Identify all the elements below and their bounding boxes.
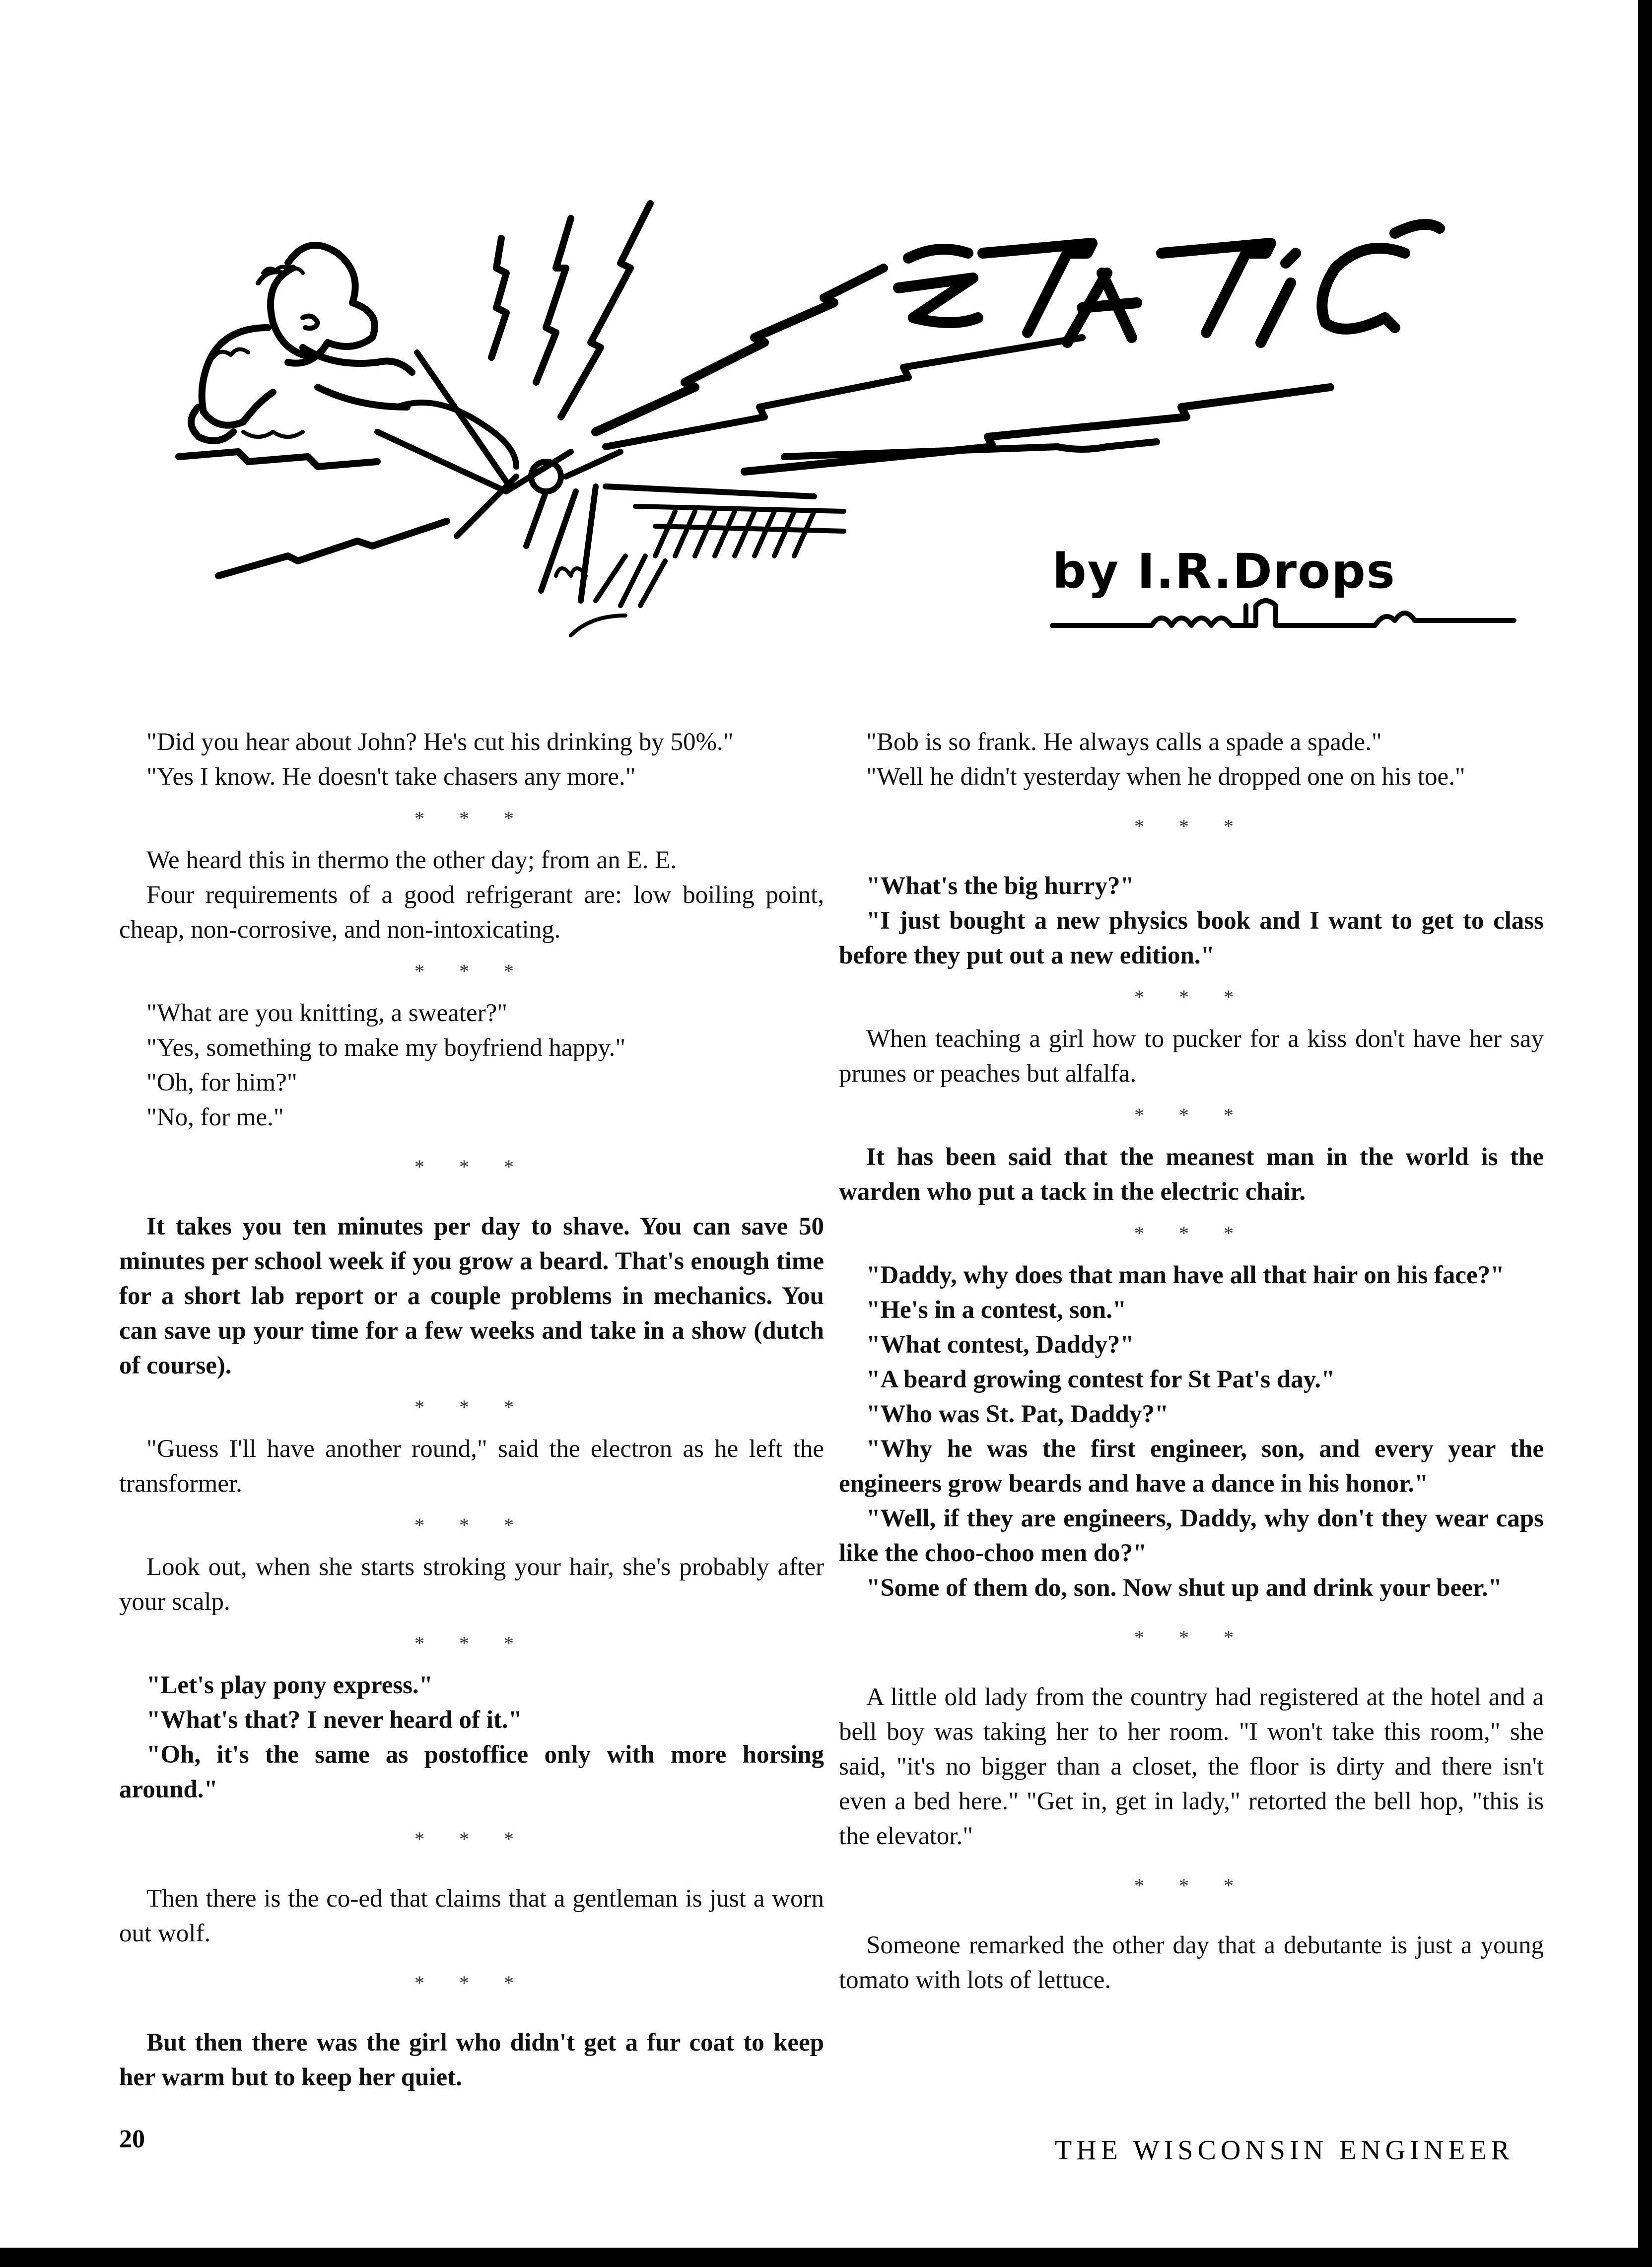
joke-block	[839, 1680, 1544, 1854]
joke-line: "Why he was the first engineer, son, and every year the engineers grow beards and have a dance in his honor."	[839, 1435, 1544, 1498]
joke-block	[119, 996, 824, 1135]
joke-line: "What's the big hurry?"	[866, 872, 1134, 900]
joke-line: "Well he didn't yesterday when he dropped one on his toe."	[866, 763, 1465, 791]
page-number: 20	[119, 2125, 145, 2153]
joke-line: But then there was the girl who didn't get a fur coat to keep her warm but to keep her quiet.	[119, 2029, 824, 2091]
joke-line: It has been said that the meanest man in the world is the warden who put a tack in the electric chair.	[839, 1143, 1544, 1206]
joke-line: "I just bought a new physics book and I want to get to class before they put out a new edition."	[839, 907, 1544, 969]
joke-line: "No, for me."	[146, 1103, 284, 1131]
joke-line: "Who was St. Pat, Daddy?"	[866, 1400, 1169, 1428]
joke-line: Look out, when she starts stroking your hair, she's probably after your scalp.	[119, 1553, 824, 1616]
joke-block	[119, 2025, 824, 2095]
section-separator: * * *	[414, 807, 529, 829]
section-separator: * * *	[1134, 1626, 1248, 1649]
joke-line: "Well, if they are engineers, Daddy, why don't they wear caps like the choo-choo men do?"	[839, 1505, 1544, 1567]
joke-line: "What contest, Daddy?"	[866, 1331, 1134, 1359]
section-separator: * * *	[414, 1972, 529, 1994]
left-column	[119, 725, 824, 2095]
joke-block	[119, 843, 824, 947]
publication-name: THE WISCONSIN ENGINEER	[1055, 2135, 1514, 2166]
joke-line: "What's that? I never heard of it."	[146, 1706, 522, 1734]
joke-line: Someone remarked the other day that a debutante is just a young tomato with lots of lettuce.	[839, 1931, 1544, 1994]
section-separator: * * *	[414, 960, 529, 982]
section-separator: * * *	[414, 1396, 529, 1418]
static-header-illustration	[139, 199, 1579, 695]
joke-line: "Did you hear about John? He's cut his drinking by 50%."	[146, 728, 734, 756]
joke-line: "Daddy, why does that man have all that hair on his face?"	[866, 1261, 1505, 1289]
ground-zigzag-lines	[179, 452, 447, 576]
section-separator: * * *	[1134, 1104, 1248, 1126]
joke-block	[839, 1140, 1544, 1209]
right-column	[839, 725, 1544, 1997]
joke-block	[119, 1550, 824, 1619]
joke-line: We heard this in thermo the other day; from an E. E.	[146, 846, 677, 874]
switch-lever-drawing	[377, 352, 814, 601]
joke-line: "Yes I know. He doesn't take chasers any more."	[146, 763, 636, 791]
joke-line: "Guess I'll have another round," said the electron as he left the transformer.	[119, 1435, 824, 1498]
section-separator: * * *	[1134, 815, 1248, 837]
joke-line: "Bob is so frank. He always calls a spade a spade."	[866, 728, 1382, 756]
joke-line: A little old lady from the country had registered at the hotel and a bell boy was taking her to her room. "I won't take this room," she said, "it's no bigger than a closet, the floor is dirty and there isn't even a bed here." "Get in, get in lady," retorted the bell hop, "this is the elevator."	[839, 1683, 1544, 1850]
cartoon-figure-drawing	[191, 245, 412, 441]
joke-block	[119, 1881, 824, 1951]
joke-block	[839, 1258, 1544, 1605]
joke-block	[839, 1928, 1544, 1997]
joke-line: "Let's play pony express."	[146, 1671, 433, 1699]
joke-line: "What are you knitting, a sweater?"	[146, 999, 508, 1027]
section-separator: * * *	[414, 1514, 529, 1536]
joke-line: "A beard growing contest for St Pat's day."	[866, 1366, 1335, 1393]
section-separator: * * *	[414, 1632, 529, 1654]
section-separator: * * *	[1134, 986, 1248, 1008]
joke-line: "Some of them do, son. Now shut up and drink your beer."	[866, 1574, 1502, 1602]
joke-line: "Oh, it's the same as postoffice only with more horsing around."	[119, 1741, 824, 1803]
joke-line: "Oh, for him?"	[146, 1069, 297, 1097]
joke-block	[839, 869, 1544, 973]
joke-block	[119, 1432, 824, 1501]
joke-line: Four requirements of a good refrigerant are: low boiling point, cheap, non-corrosive, and non-intoxicating.	[119, 881, 824, 944]
joke-block	[119, 725, 824, 794]
section-separator: * * *	[1134, 1222, 1248, 1244]
joke-block	[119, 1209, 824, 1383]
section-separator: * * *	[1134, 1874, 1248, 1897]
artist-signature	[556, 568, 625, 635]
byline-underline-squiggle	[1052, 601, 1514, 625]
joke-line: "Yes, something to make my boyfriend happy."	[146, 1034, 626, 1062]
joke-block	[119, 1668, 824, 1807]
joke-line: It takes you ten minutes per day to shave. You can save 50 minutes per school week if you grow a beard. That's enough time for a short lab report or a couple problems in mechanics. You can save up your time for a few weeks and take in a show (dutch of course).	[119, 1213, 824, 1379]
section-separator: * * *	[414, 1828, 529, 1850]
joke-block	[839, 725, 1544, 794]
section-separator: * * *	[414, 1156, 529, 1178]
static-title-lettering	[898, 224, 1440, 343]
joke-line: Then there is the co-ed that claims that a gentleman is just a worn out wolf.	[119, 1885, 824, 1947]
byline: by I.R.Drops	[1052, 544, 1396, 599]
joke-line: "He's in a contest, son."	[866, 1296, 1127, 1324]
joke-line: When teaching a girl how to pucker for a kiss don't have her say prunes or peaches but alfalfa.	[839, 1025, 1544, 1088]
joke-block	[839, 1022, 1544, 1091]
